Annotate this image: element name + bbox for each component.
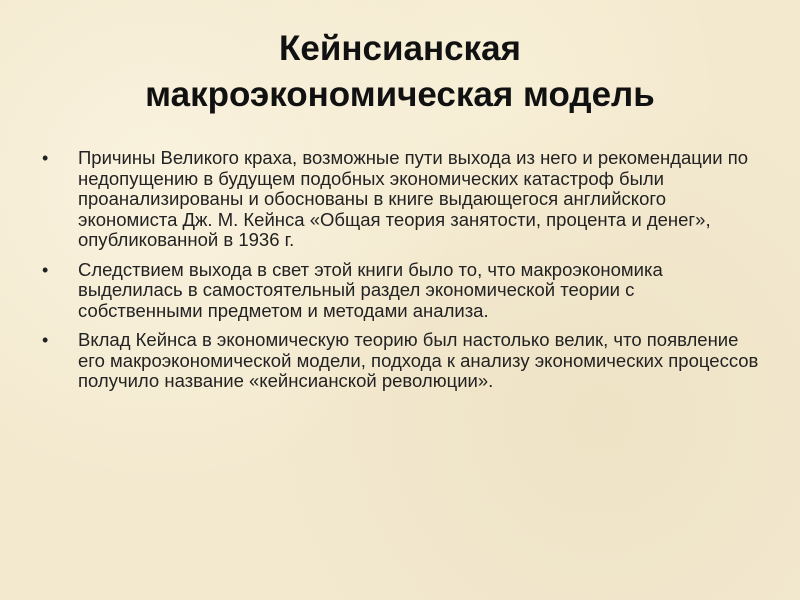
bullet-list	[40, 148, 760, 401]
bullet-item-2	[40, 260, 760, 322]
slide-title	[0, 26, 800, 118]
bullet-text-3: Вклад Кейнса в экономическую теорию был настолько велик, что появление его макроэкономической модели, подхода к анализу экономических процессов получило название «кейнсианской революции».	[78, 329, 759, 391]
bullet-text-2: Следствием выхода в свет этой книги было то, что макроэкономика выделилась в самостоятельный раздел экономической теории с собственными предметом и методами анализа.	[78, 258, 663, 321]
slide-title-line-2: макроэкономическая модель	[145, 75, 655, 114]
bullet-icon: •	[42, 330, 49, 350]
bullet-icon: •	[42, 259, 49, 280]
bullet-icon: •	[42, 148, 49, 168]
bullet-item-3	[40, 330, 760, 392]
bullet-text-1: Причины Великого краха, возможные пути выхода из него и рекомендации по недопущению в будущем подобных экономических катастроф были проанализированы и обоснованы в книге выдающегося английского экономиста Дж. М. Кейнса «Общая теория занятости, процента и денег», опубликованной в 1936 г.	[78, 147, 749, 250]
bullet-item-1	[40, 148, 760, 251]
slide-title-line-1: Кейнсианская	[279, 29, 521, 68]
